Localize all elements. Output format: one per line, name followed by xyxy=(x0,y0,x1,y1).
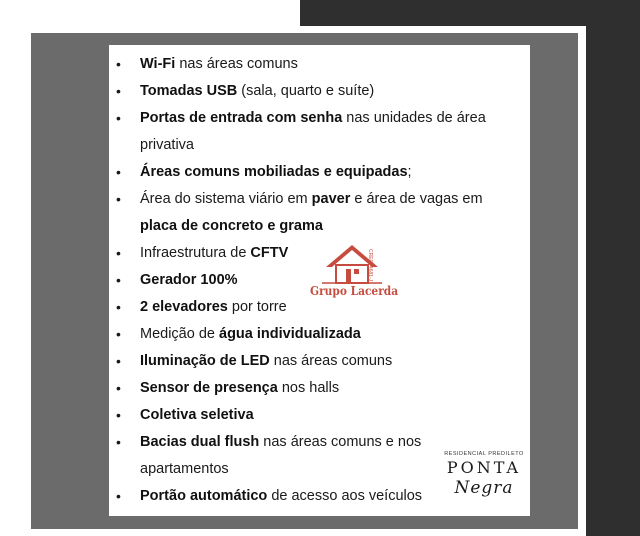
feature-highlight: paver xyxy=(311,191,351,207)
features-card xyxy=(109,45,530,516)
feature-text: e área de vagas em xyxy=(350,191,483,207)
bullet-icon: • xyxy=(116,164,121,180)
feature-highlight: Tomadas USB xyxy=(140,83,238,99)
feature-highlight: Portas de entrada com senha xyxy=(140,110,343,126)
feature-item xyxy=(109,159,530,186)
feature-item xyxy=(109,51,530,78)
grupo-lacerda-watermark xyxy=(304,243,404,303)
bullet-icon: • xyxy=(116,434,121,450)
feature-text: Medição de xyxy=(140,326,219,342)
bullet-icon: • xyxy=(116,407,121,423)
feature-text: Infraestrutura de xyxy=(140,245,251,261)
house-logo-icon xyxy=(322,243,382,285)
feature-item xyxy=(109,375,530,402)
feature-text: por torre xyxy=(227,299,287,315)
feature-text: de acesso aos veículos xyxy=(267,488,423,504)
feature-highlight: Iluminação de LED xyxy=(140,353,270,369)
feature-highlight: Sensor de presença xyxy=(140,380,278,396)
feature-highlight: Wi-Fi xyxy=(140,56,176,72)
feature-highlight: Coletiva seletiva xyxy=(140,407,254,423)
feature-text: (sala, quarto e suíte) xyxy=(237,83,375,99)
bullet-icon: • xyxy=(116,191,121,207)
bullet-icon: • xyxy=(116,299,121,315)
feature-item xyxy=(109,186,530,240)
feature-text: nas áreas comuns xyxy=(175,56,298,72)
watermark-text: Grupo Lacerda xyxy=(310,283,399,298)
feature-text: nas unidades de área privativa xyxy=(140,110,486,153)
feature-item xyxy=(109,78,530,105)
feature-highlight: CFTV xyxy=(250,245,289,261)
bullet-icon: • xyxy=(116,110,121,126)
feature-highlight: Gerador 100% xyxy=(140,272,238,288)
feature-item xyxy=(109,321,530,348)
brand-tag: RESIDENCIAL PREDILETO xyxy=(444,451,524,457)
feature-highlight: placa de concreto e grama xyxy=(140,218,323,234)
watermark-creci: CRECI 4681-J xyxy=(367,249,373,282)
feature-item xyxy=(109,402,530,429)
feature-highlight: 2 elevadores xyxy=(140,299,228,315)
feature-text: nas áreas comuns xyxy=(269,353,393,369)
feature-text: nas áreas comuns e nos apartamentos xyxy=(140,434,422,477)
bullet-icon: • xyxy=(116,272,121,288)
bullet-icon: • xyxy=(116,56,121,72)
feature-highlight: água individualizada xyxy=(219,326,361,342)
bullet-icon: • xyxy=(116,326,121,342)
bullet-icon: • xyxy=(116,83,121,99)
feature-highlight: Bacias dual flush xyxy=(140,434,260,450)
bullet-icon: • xyxy=(116,353,121,369)
feature-item xyxy=(109,348,530,375)
bullet-icon: • xyxy=(116,245,121,261)
feature-highlight: Áreas comuns mobiliadas e equipadas xyxy=(140,164,408,180)
brand-script: Negra xyxy=(454,478,514,498)
feature-item xyxy=(109,105,530,159)
ponta-negra-logo xyxy=(441,451,527,513)
feature-text: Área do sistema viário em xyxy=(140,191,312,207)
feature-text: nos halls xyxy=(277,380,340,396)
bullet-icon: • xyxy=(116,488,121,504)
feature-highlight: Portão automático xyxy=(140,488,268,504)
bullet-icon: • xyxy=(116,380,121,396)
feature-text: ; xyxy=(407,164,412,180)
brand-name: PONTA xyxy=(446,458,522,477)
